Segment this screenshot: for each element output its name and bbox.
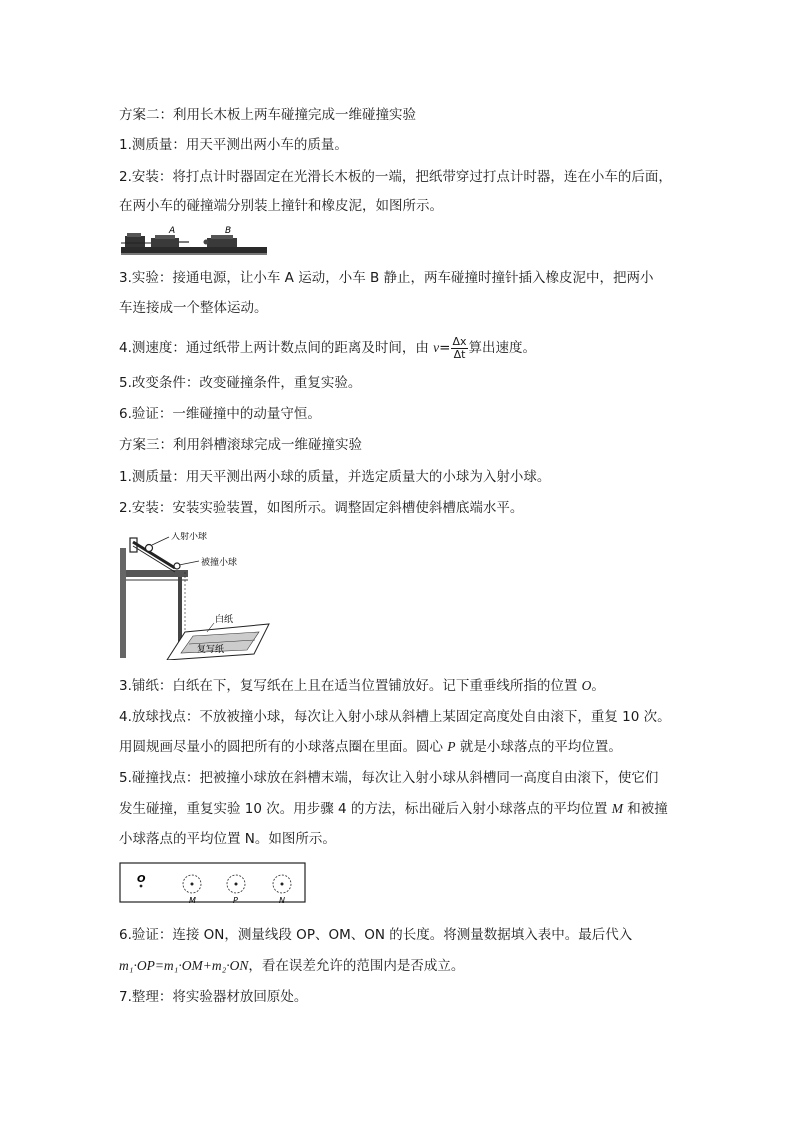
scheme2-step3-line2: 车连接成一个整体运动。 (119, 300, 268, 316)
cart-b-label: B (225, 226, 232, 236)
scheme2-step1: 1.测质量：用天平测出两小车的质量。 (119, 137, 348, 153)
scheme3-step3 (119, 676, 605, 696)
scheme3-step4-line2-suffix: 就是小球落点的平均位置。 (455, 739, 622, 755)
scheme3-step5-line1: 5.碰撞找点：把被撞小球放在斜槽末端，每次让入射小球从斜槽同一高度自由滚下，使它们 (119, 770, 659, 786)
scheme3-step6-line2 (119, 956, 464, 976)
point-p-label: P (233, 896, 238, 905)
cart-a-label: A (169, 226, 176, 236)
velocity-symbol: v (433, 340, 440, 355)
cart-collision-figure (119, 224, 269, 260)
scheme3-step6-line2-suffix: ，看在误差允许的范围内是否成立。 (248, 958, 465, 974)
fraction-numerator: Δx (452, 334, 467, 348)
incident-ball-label: 入射小球 (171, 532, 208, 542)
point-m-label: M (189, 896, 196, 905)
scheme2-step4 (119, 335, 536, 361)
scheme2-step3-line1: 3.实验：接通电源，让小车 A 运动，小车 B 静止，两车碰撞时撞针插入橡皮泥中，把两小 (119, 270, 654, 286)
landing-points-figure (119, 862, 307, 908)
scheme2-step5: 5.改变条件：改变碰撞条件，重复实验。 (119, 375, 362, 391)
scheme2-step4-suffix: 算出速度。 (468, 340, 537, 356)
fraction-denominator: Δt (453, 347, 466, 361)
scheme3-step4-line2 (119, 737, 622, 757)
scheme3-step1: 1.测质量：用天平测出两小球的质量，并选定质量大的小球为入射小球。 (119, 469, 551, 485)
scheme3-step6-line1: 6.验证：连接 ON，测量线段 OP、OM、ON 的长度。将测量数据填入表中。最后代入 (119, 927, 633, 943)
scheme3-step2: 2.安装：安装实验装置，如图所示。调整固定斜槽使斜槽底端水平。 (119, 500, 524, 516)
scheme3-step3-suffix: 。 (591, 678, 605, 694)
scheme3-step4-line2-prefix: 用圆规画尽量小的圆把所有的小球落点圈在里面。圆心 (119, 739, 448, 755)
scheme2-step4-prefix: 4.测速度：通过纸带上两计数点间的距离及时间，由 (119, 340, 434, 356)
target-ball-label: 被撞小球 (201, 558, 238, 568)
scheme2-title: 方案二：利用长木板上两车碰撞完成一维碰撞实验 (119, 107, 416, 123)
scheme3-step5-line2-prefix: 发生碰撞，重复实验 10 次。用步骤 4 的方法，标出碰后入射小球落点的平均位置 (119, 801, 612, 817)
point-o-symbol: O (581, 678, 592, 693)
scheme3-step5-line2 (119, 799, 668, 819)
scheme2-step2-line2: 在两小车的碰撞端分别装上撞针和橡皮泥，如图所示。 (119, 198, 443, 214)
white-paper-label: 白纸 (215, 615, 234, 625)
momentum-equation: m₁·OP=m₁·OM+m₂·ON (119, 958, 249, 973)
scheme3-step5-line3: 小球落点的平均位置 N。如图所示。 (119, 831, 336, 847)
scheme3-step7: 7.整理：将实验器材放回原处。 (119, 989, 308, 1005)
point-o-label: O (137, 874, 146, 885)
scheme3-step5-line2-suffix: 和被撞 (622, 801, 668, 817)
scheme3-step4-line1: 4.放球找点：不放被撞小球，每次让入射小球从斜槽上某固定高度处自由滚下，重复 10 次。 (119, 709, 671, 725)
scheme2-step2-line1: 2.安装：将打点计时器固定在光滑长木板的一端，把纸带穿过打点计时器，连在小车的后面， (119, 169, 672, 185)
point-p-symbol: P (447, 739, 456, 754)
carbon-paper-label: 复写纸 (197, 645, 225, 655)
scheme3-title: 方案三：利用斜槽滚球完成一维碰撞实验 (119, 437, 362, 453)
scheme3-step3-prefix: 3.铺纸：白纸在下，复写纸在上且在适当位置铺放好。记下重垂线所指的位置 (119, 678, 582, 694)
velocity-fraction (451, 336, 467, 361)
equals-sign: = (439, 340, 451, 356)
point-n-label: N (279, 896, 285, 905)
point-m-symbol: M (611, 801, 623, 816)
scheme2-step6: 6.验证：一维碰撞中的动量守恒。 (119, 406, 321, 422)
inclined-chute-apparatus-figure (119, 532, 284, 660)
